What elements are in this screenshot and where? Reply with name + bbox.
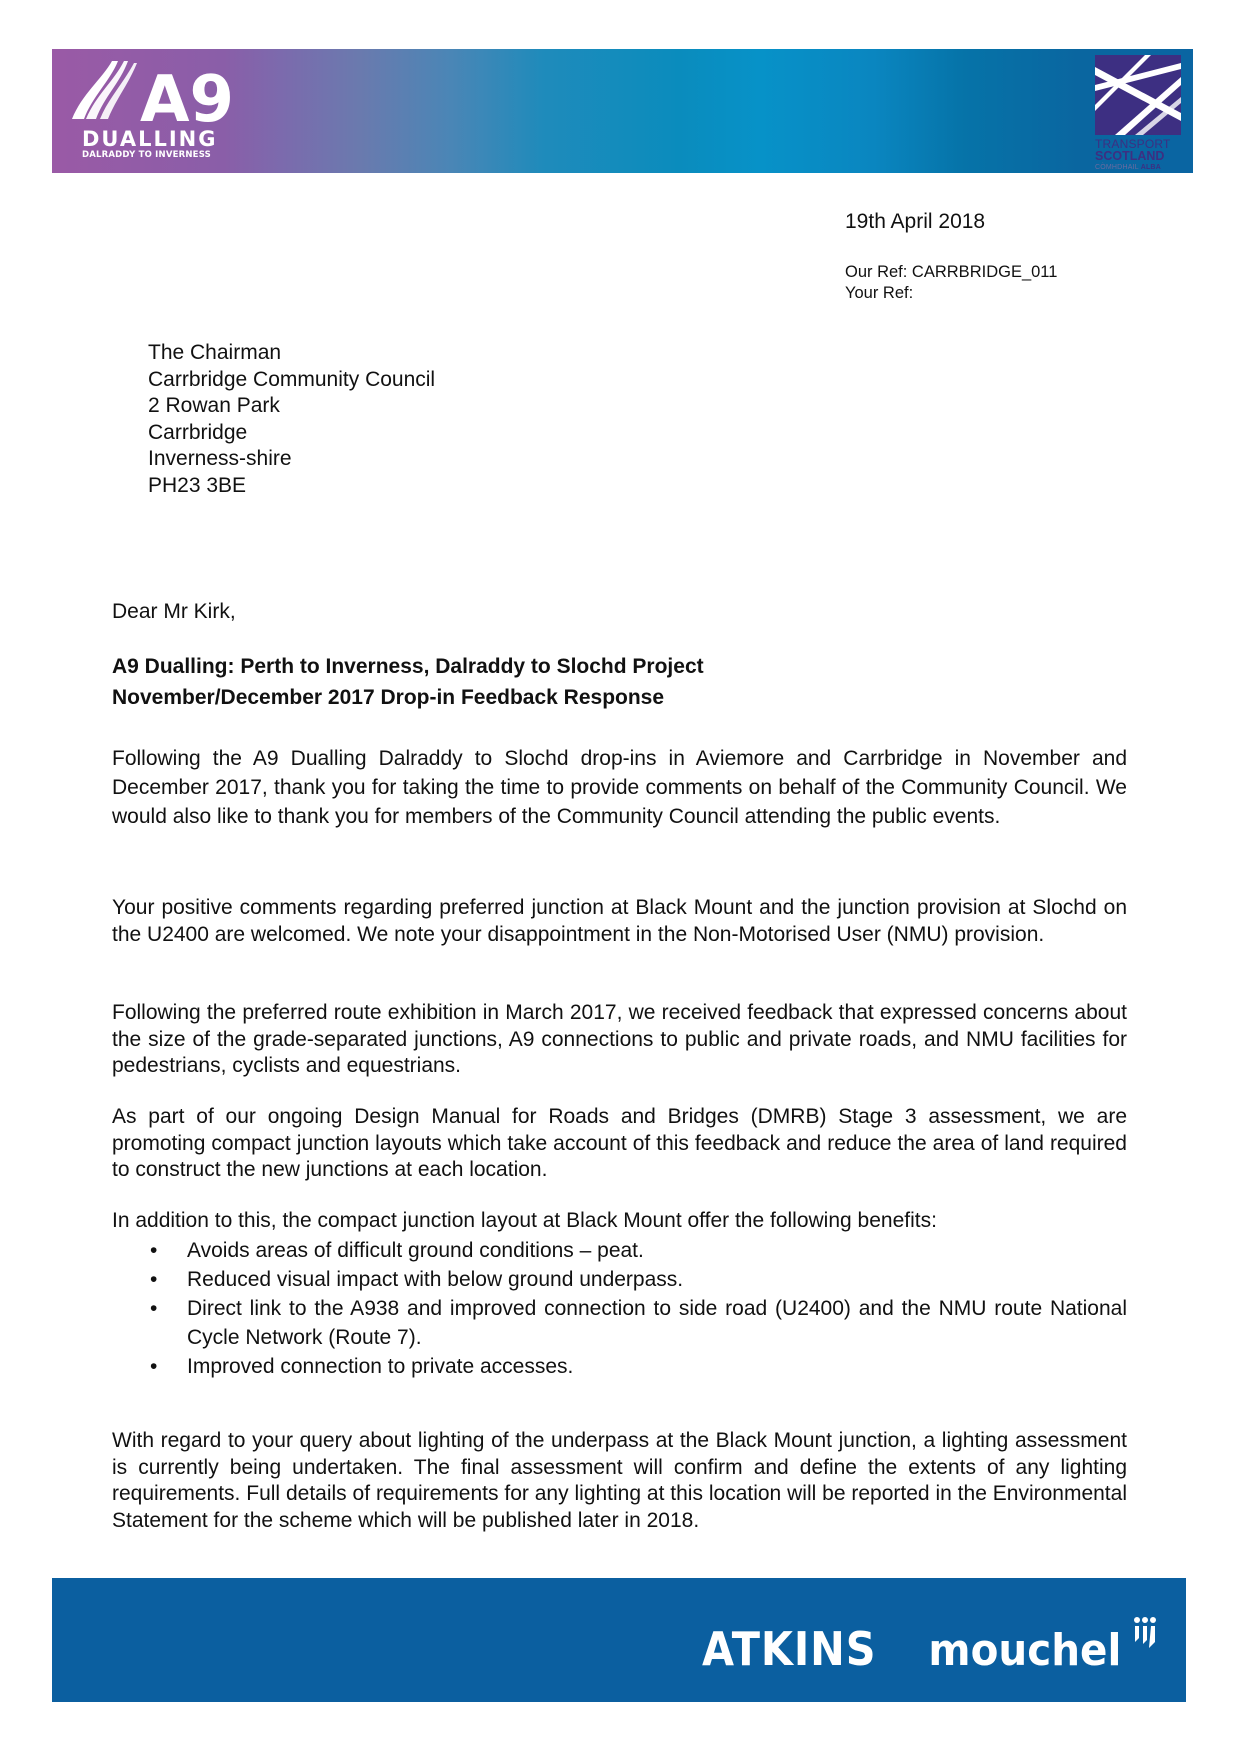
address-line: Carrbridge Community Council (148, 367, 436, 391)
list-item-text: Improved connection to private accesses. (187, 1355, 574, 1378)
mouchel-people-icon (1132, 1616, 1158, 1650)
list-item (112, 1294, 1127, 1352)
address-line: The Chairman (148, 341, 282, 364)
bullet-icon: • (150, 1268, 158, 1291)
paragraph: As part of our ongoing Design Manual for Roads and Bridges (DMRB) Stage 3 assessment, we are promoting compact junction layouts which take account of this feedback and reduce the area of land required to construct the new junctions at each location. (112, 1105, 1127, 1181)
benefits-list (112, 1236, 1127, 1381)
paragraph: In addition to this, the compact junction layout at Black Mount offer the following benefits: (112, 1209, 937, 1232)
our-ref: Our Ref: CARRBRIDGE_011 (845, 263, 1058, 281)
dualling-label: DUALLING (82, 127, 218, 151)
footer-logos (702, 1622, 1158, 1676)
address-line: 2 Rowan Park (148, 394, 280, 417)
address-line: Inverness-shire (148, 447, 292, 470)
ts-line3 (1095, 164, 1161, 171)
list-item-text: Avoids areas of difficult ground conditions – peat. (187, 1239, 644, 1262)
address-line: Carrbridge (148, 420, 248, 444)
transport-scotland-logo (1095, 55, 1185, 175)
dualling-subtitle: DALRADDY TO INVERNESS (82, 150, 211, 160)
a9-mark: A9 (140, 63, 235, 129)
atkins-logo: ATKINS (702, 1622, 877, 1676)
paragraph: Following the preferred route exhibition in March 2017, we received feedback that expressed concerns about the size of the grade-separated junctions, A9 connections to public and private roads, and NMU facilities for pedestrians, cyclists and equestrians. (112, 1001, 1127, 1077)
a9-dualling-logo (52, 49, 252, 173)
ts-line3-bold: ALBA (1140, 164, 1161, 171)
ts-line1: TRANSPORT (1095, 137, 1171, 151)
recipient-address (148, 340, 435, 499)
transport-scotland-roads-icon (1095, 55, 1181, 135)
letter-date: 19th April 2018 (845, 210, 986, 233)
paragraph: Your positive comments regarding preferred junction at Black Mount and the junction provision at Slochd on the U2400 are welcomed. We note your disappointment in the Non-Motorised User (NMU) provision. (112, 896, 1127, 946)
bullet-icon: • (150, 1297, 158, 1320)
list-item (112, 1352, 1127, 1381)
references (845, 262, 1057, 304)
subject-line: November/December 2017 Drop-in Feedback Response (112, 686, 665, 709)
ts-line2: SCOTLAND (1095, 149, 1165, 163)
salutation: Dear Mr Kirk, (112, 600, 236, 623)
your-ref: Your Ref: (845, 284, 914, 302)
footer-banner (52, 1578, 1186, 1702)
subject-heading (112, 651, 704, 713)
road-curves-icon (52, 49, 252, 129)
list-item-text: Direct link to the A938 and improved connection to side road (U2400) and the NMU route National Cycle Network (Route 7). (187, 1297, 1127, 1349)
ts-line3-light: CÒMHDHAIL (1095, 164, 1141, 171)
subject-line: A9 Dualling: Perth to Inverness, Dalraddy to Slochd Project (112, 655, 704, 678)
list-item (112, 1265, 1127, 1294)
bullet-icon: • (150, 1355, 158, 1378)
paragraph: With regard to your query about lighting of the underpass at the Black Mount junction, a lighting assessment is currently being undertaken. The final assessment will confirm and define the extents of any lighting requirements. Full details of requirements for any lighting at this location will be reported in the Environmental Statement for the scheme which will be published later in 2018. (112, 1429, 1127, 1532)
address-line: PH23 3BE (148, 473, 247, 497)
list-item-text: Reduced visual impact with below ground underpass. (187, 1268, 684, 1291)
paragraph: Following the A9 Dualling Dalraddy to Slochd drop-ins in Aviemore and Carrbridge in November and December 2017, thank you for taking the time to provide comments on behalf of the Community Council. We would also like to thank you for members of the Community Council attending the public events. (112, 747, 1127, 828)
bullet-icon: • (150, 1239, 158, 1262)
list-item (112, 1236, 1127, 1265)
mouchel-logo: mouchel (928, 1625, 1122, 1676)
